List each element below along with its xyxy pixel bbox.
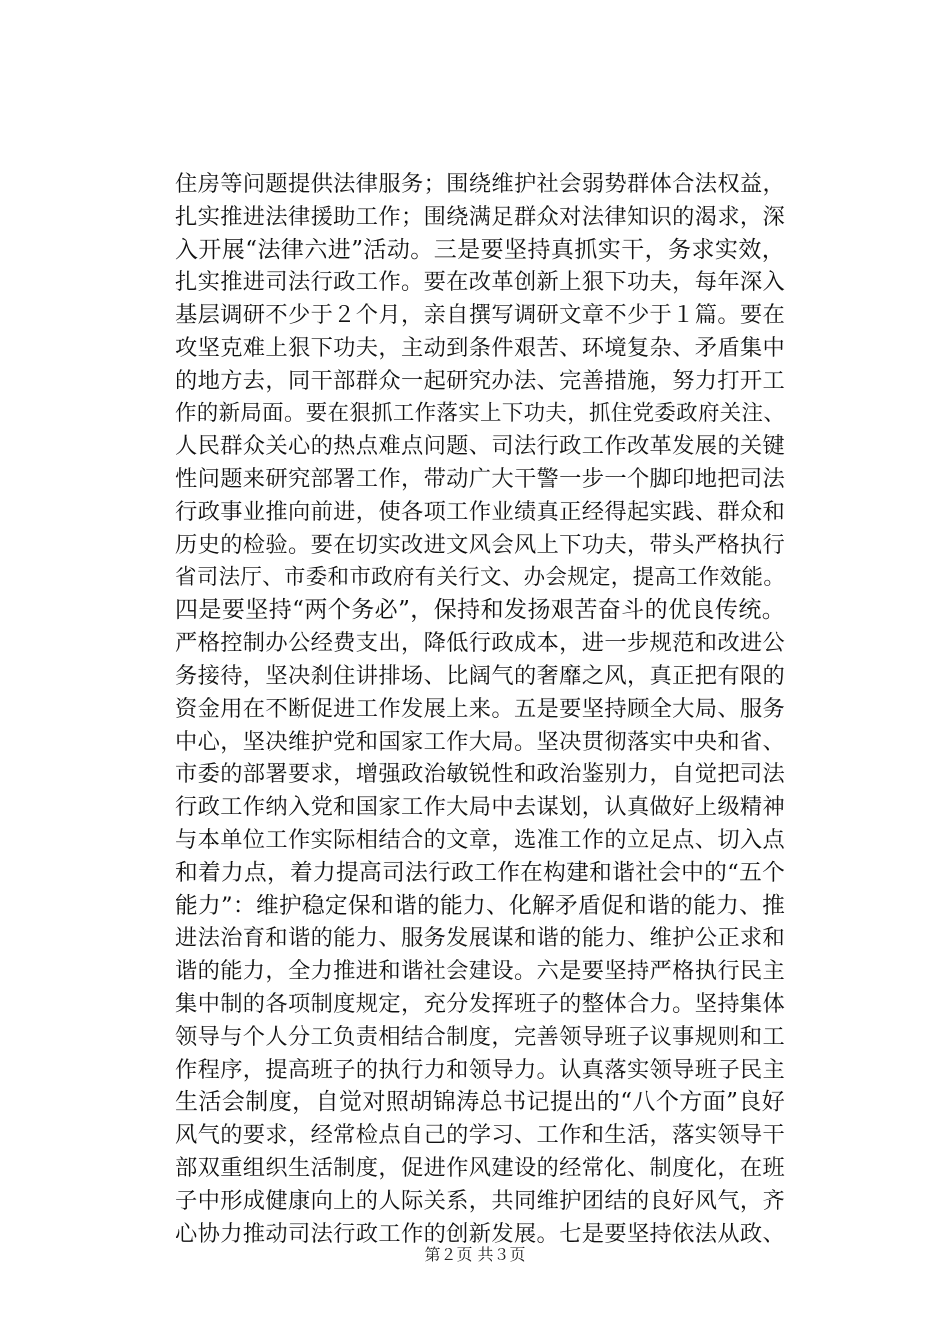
text-line: 四是要坚持“两个务必”，保持和发扬艰苦奋斗的优良传统。 [175,597,785,624]
text-line: 务接待，坚决刹住讲排场、比阔气的奢靡之风，真正把有限的 [175,662,785,689]
text-line: 领导与个人分工负责相结合制度，完善领导班子议事规则和工 [175,1023,785,1050]
text-line: 的地方去，同干部群众一起研究办法、完善措施，努力打开工 [175,367,785,394]
text-line: 住房等问题提供法律服务；围绕维护社会弱势群体合法权益， [175,171,785,197]
text-line: 子中形成健康向上的人际关系，共同维护团结的良好风气，齐 [175,1187,785,1214]
text-line: 严格控制办公经费支出，降低行政成本，进一步规范和改进公 [175,630,785,657]
text-line: 和着力点，着力提高司法行政工作在构建和谐社会中的“五个 [175,859,785,886]
text-line: 性问题来研究部署工作，带动广大干警一步一个脚印地把司法 [175,466,785,493]
text-line: 进法治育和谐的能力、服务发展谋和谐的能力、维护公正求和 [175,925,785,952]
text-line: 入开展“法律六进”活动。三是要坚持真抓实干，务求实效， [175,236,785,263]
page-footer: 第２页 共３页 [424,1245,526,1264]
text-line: 部双重组织生活制度，促进作风建设的经常化、制度化，在班 [175,1154,785,1181]
text-line: 与本单位工作实际相结合的文章，选准工作的立足点、切入点 [175,826,785,853]
text-line: 省司法厅、市委和市政府有关行文、办会规定，提高工作效能。 [175,564,785,590]
text-line: 集中制的各项制度规定，充分发挥班子的整体合力。坚持集体 [175,990,785,1017]
text-line: 风气的要求，经常检点自己的学习、工作和生活，落实领导干 [175,1122,785,1149]
text-line: 历史的检验。要在切实改进文风会风上下功夫，带头严格执行 [175,531,785,558]
text-line: 扎实推进法律援助工作；围绕满足群众对法律知识的渴求，深 [175,203,785,230]
text-line: 资金用在不断促进工作发展上来。五是要坚持顾全大局、服务 [175,695,785,722]
text-line: 能力”：维护稳定保和谐的能力、化解矛盾促和谐的能力、推 [175,892,785,919]
text-line: 扎实推进司法行政工作。要在改革创新上狠下功夫，每年深入 [175,269,785,296]
text-line: 心协力推动司法行政工作的创新发展。七是要坚持依法从政、 [175,1220,785,1247]
text-line: 生活会制度，自觉对照胡锦涛总书记提出的“八个方面”良好 [175,1089,785,1116]
text-line: 人民群众关心的热点难点问题、司法行政工作改革发展的关键 [175,433,785,460]
text-line: 基层调研不少于２个月，亲自撰写调研文章不少于１篇。要在 [175,302,785,329]
text-line: 行政工作纳入党和国家工作大局中去谋划，认真做好上级精神 [175,794,785,821]
text-line: 行政事业推向前进，使各项工作业绩真正经得起实践、群众和 [175,498,785,525]
text-line: 中心，坚决维护党和国家工作大局。坚决贯彻落实中央和省、 [175,728,785,755]
text-line: 作的新局面。要在狠抓工作落实上下功夫，抓住党委政府关注、 [175,400,785,426]
text-line: 攻坚克难上狠下功夫，主动到条件艰苦、环境复杂、矛盾集中 [175,334,785,361]
text-line: 市委的部署要求，增强政治敏锐性和政治鉴别力，自觉把司法 [175,761,785,788]
text-line: 谐的能力，全力推进和谐社会建设。六是要坚持严格执行民主 [175,958,785,985]
body-text [175,168,785,1250]
text-line: 作程序，提高班子的执行力和领导力。认真落实领导班子民主 [175,1056,785,1083]
